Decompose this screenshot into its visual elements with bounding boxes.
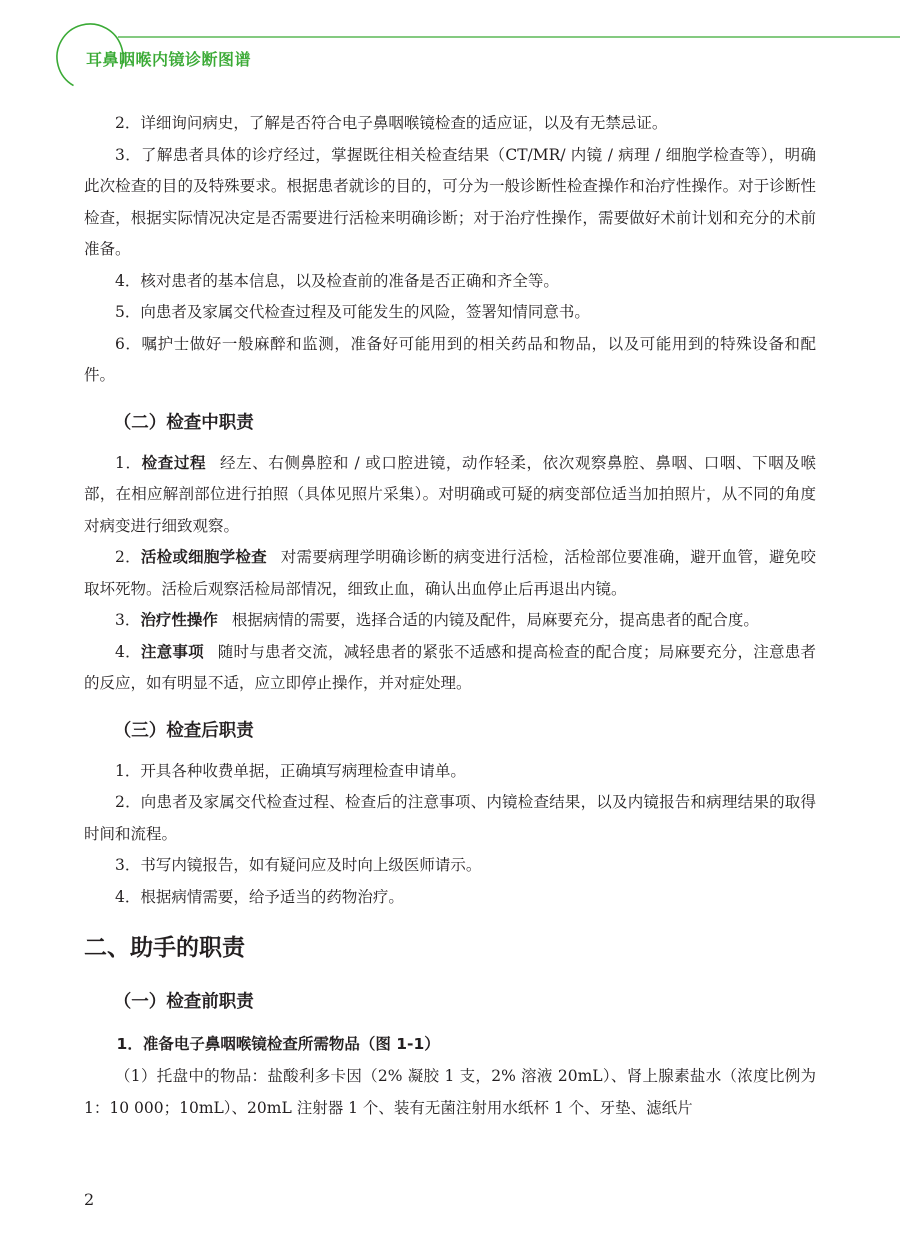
paragraph: 3．了解患者具体的诊疗经过，掌握既往相关检查结果（CT/MR/ 内镜 / 病理 / 细胞学检查等），明确此次检查的目的及特殊要求。根据患者就诊的目的，可分为一般诊断性检查操作和治疗性操作。对于诊断性检查，根据实际情况决定是否需要进行活检来明确诊断；对于治疗性操作，需要做好术前计划和充分的术前准备。 (84, 145, 816, 258)
subsection-heading-after: （三）检查后职责 (113, 720, 254, 741)
paragraph: 1．开具各种收费单据，正确填写病理检查申请单。 (115, 761, 466, 780)
item-lead: 活检或细胞学检查 (140, 548, 267, 566)
paragraph (84, 637, 816, 700)
bold-item: 1．准备电子鼻咽喉镜检查所需物品（图 1-1） (116, 1035, 440, 1053)
book-title: 耳鼻咽喉内镜诊断图谱 (86, 50, 252, 69)
subsection-heading-before: （一）检查前职责 (113, 992, 254, 1012)
paragraph: 6．嘱护士做好一般麻醉和监测，准备好可能用到的相关药品和物品，以及可能用到的特殊设备和配件。 (84, 334, 816, 384)
item-number: 2． (115, 548, 141, 566)
item-lead: 检查过程 (141, 453, 207, 472)
page-header (0, 0, 900, 110)
page-body (84, 108, 816, 1124)
paragraph: （1）托盘中的物品：盐酸利多卡因（2% 凝胶 1 支，2% 溶液 20mL）、肾上腺素盐水（浓度比例为 1：10 000；10mL）、20mL 注射器 1 个、装有无菌注射用水纸杯 1 个、牙垫、滤纸片 (84, 1067, 816, 1117)
paragraph: 4．核对患者的基本信息，以及检查前的准备是否正确和齐全等。 (115, 271, 559, 290)
paragraph: 2．详细询问病史，了解是否符合电子鼻咽喉镜检查的适应证，以及有无禁忌证。 (115, 114, 668, 132)
paragraph: 5．向患者及家属交代检查过程及可能发生的风险，签署知情同意书。 (115, 303, 590, 321)
item-lead: 注意事项 (140, 642, 204, 661)
item-text: 根据病情的需要，选择合适的内镜及配件，局麻要充分，提高患者的配合度。 (231, 611, 759, 629)
section-heading-assistant: 二、助手的职责 (84, 935, 245, 961)
paragraph (84, 542, 816, 605)
item-number: 4． (115, 642, 141, 661)
page-number: 2 (84, 1190, 95, 1209)
paragraph: 4．根据病情需要，给予适当的药物治疗。 (115, 887, 404, 906)
item-text: 经左、右侧鼻腔和 / 或口腔进镜，动作轻柔，依次观察鼻腔、鼻咽、口咽、下咽及喉部，在相应解剖部位进行拍照（具体见照片采集）。对明确或可疑的病变部位适当加拍照片，从不同的角度对病变进行细致观察。 (84, 453, 816, 535)
paragraph: 3．书写内镜报告，如有疑问应及时向上级医师请示。 (115, 856, 482, 874)
item-text: 对需要病理学明确诊断的病变进行活检，活检部位要准确，避开血管，避免咬取坏死物。活检后观察活检局部情况，细致止血，确认出血停止后再退出内镜。 (84, 548, 816, 598)
item-text: 随时与患者交流，减轻患者的紧张不适感和提高检查的配合度；局麻要充分，注意患者的反应，如有明显不适，应立即停止操作，并对症处理。 (84, 642, 816, 692)
paragraph (84, 605, 816, 637)
item-lead: 治疗性操作 (140, 611, 218, 629)
item-number: 3． (115, 611, 141, 629)
paragraph: 2．向患者及家属交代检查过程、检查后的注意事项、内镜检查结果，以及内镜报告和病理结果的取得时间和流程。 (84, 793, 816, 843)
item-number: 1． (115, 453, 142, 472)
paragraph (84, 448, 816, 543)
subsection-heading-during: （二）检查中职责 (113, 412, 254, 433)
